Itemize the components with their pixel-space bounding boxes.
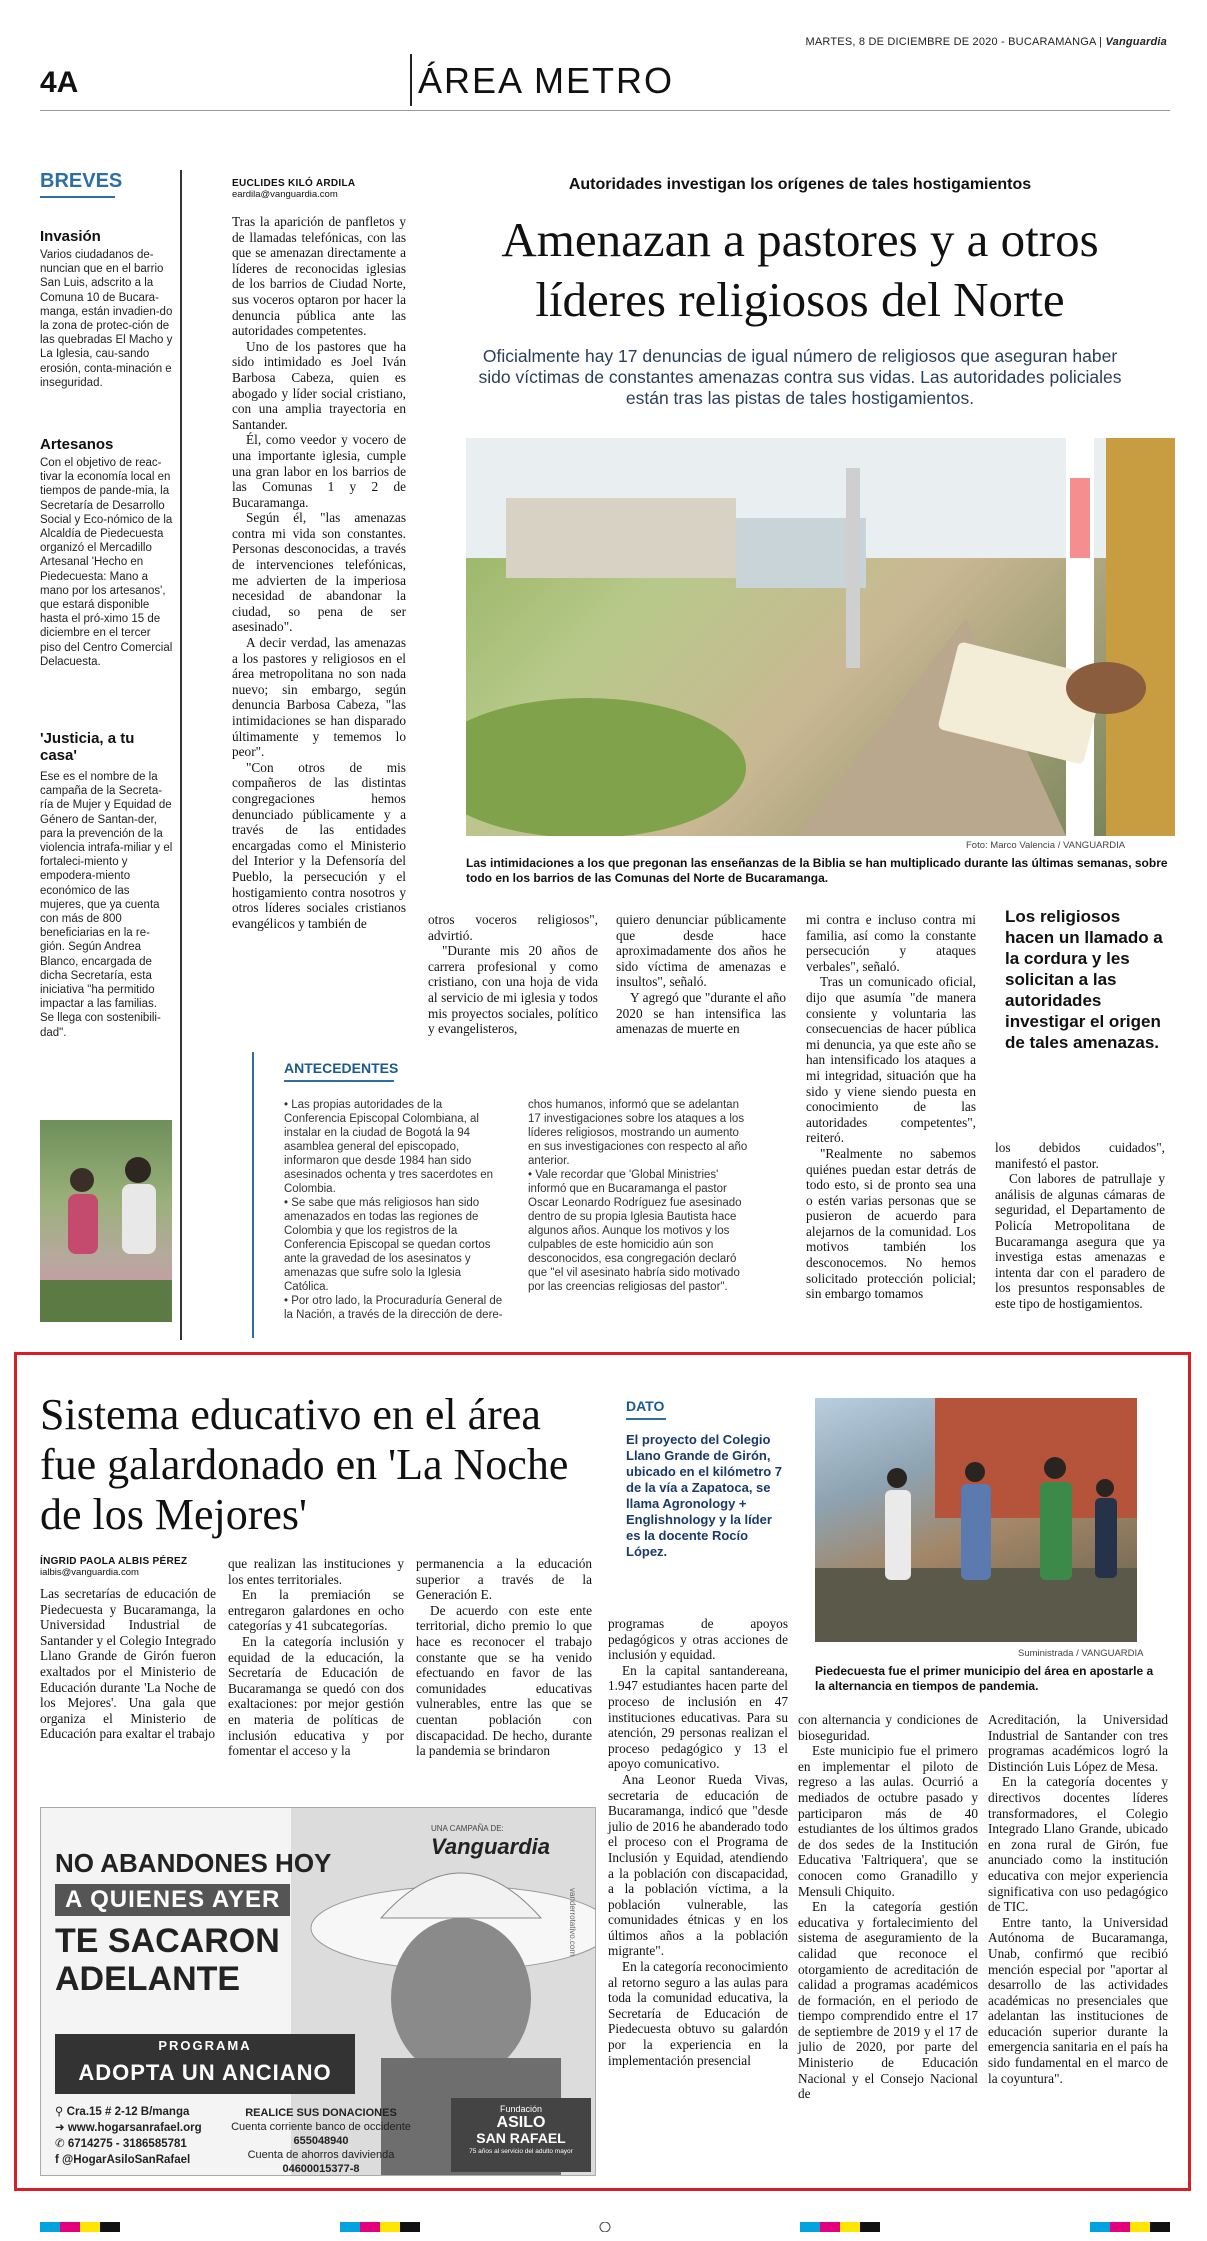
breve-text: Varios ciudadanos de-nuncian que en el barrio San Luis, adscrito a la Comuna 10 de Bucara-manga, están invadien-do la zona de protec-ción de las quebradas El Macho y La Iglesia, cau-sando erosión, conta-minación e inseguridad. [40, 249, 173, 389]
ad-contacts [55, 2104, 202, 2168]
header-rule [40, 110, 1170, 111]
brand-logo: Vanguardia [1105, 36, 1167, 48]
article-column: que realizan las instituciones y los entes territoriales. En la premiación se entregaron galardones en ocho categorías y 41 subcategorías. En la categoría inclusión y equidad de la educación, la Secretaría de Educación de Bucaramanga se quedó con dos exaltaciones: por mejor gestión en materia de políticas de inclusión educativa y por fomentar el acceso y la [228, 1556, 404, 1759]
photo-credit: Suministrada / VANGUARDIA [1018, 1648, 1144, 1659]
campaign-label: UNA CAMPAÑA DE: [431, 1824, 504, 1833]
program-name: ADOPTA UN ANCIANO [78, 2060, 332, 2085]
phone-icon: ✆ [55, 2138, 65, 2150]
article-column: quiero denunciar públicamente que desde hace aproximadamente dos años he sido víctima de amenazas e insultos", señaló. Y agregó que "durante el año 2020 se han intensifica las amenazas de muerte en [616, 912, 786, 1037]
antecedentes-list: • Las propias autoridades de la Conferencia Episcopal Colombiana, al instalar en la ciudad de Bogotá la 94 asamblea general del episcopado, informaron que desde 1984 han sido asesinados ochenta y tres sacerdotes en Colombia. • Se sabe que más religiosos han sido amenazados en todas las regiones de Colombia y que los registros de la Conferencia Episcopal se quedan cortos ante la gravedad de los asesinatos y amenazas que sufre solo la Iglesia Católica. • Por otro lado, la Procuraduría General de la Nación, a través de la dirección de dere- [284, 1099, 503, 1321]
article-column: Acreditación, la Universidad Industrial de Santander con tres programas académicos logró la Distinción Luis López de Mesa. En la categoría docentes y directivos docentes líderes transformadores, el Colegio Integrado Llano Grande, ubicado en zona rural de Girón, fue anunciado como la institución educativa con mejor experiencia significativa con uso pedagógico de TIC. Entre tanto, la Universidad Autónoma de Bucaramanga, Unab, confirmó que recibió mención especial por "aportar al desarrollo de las actividades académicas no presenciales que adelantan las instituciones de educación superior durante la emergencia sanitaria en el país ha sido fundamental en el marco de la coyuntura". [988, 1712, 1168, 2086]
ad-social[interactable]: @HogarAsiloSanRafael [62, 2154, 191, 2166]
web-icon: ➜ [55, 2122, 65, 2134]
kicker: Autoridades investigan los orígenes de tales hostigamientos [568, 176, 1032, 193]
ad-web[interactable]: www.hogarsanrafael.org [67, 2122, 202, 2134]
article-column: con alternancia y condiciones de bioseguridad. Este municipio fue el primero en implementar el piloto de regreso a las aulas. Ocurrió a mediados de octubre pasado y participaron más de 40 estudiantes de los últimos grados de dos sedes de la Institución Educativa 'Faltriquera', que se conocen como Granadillo y Mensuli Chiquito. En la categoría gestión educativa y fortalecimiento del sistema de aseguramiento de la calidad que reconoce el otorgamiento de acreditación de calidad a programas académicos de formación, en el periodo de tiempo comprendido entre el 17 de septiembre de 2019 y el 17 de julio de 2020, por parte del Ministerio de Educación Nacional y el Consejo Nacional de [798, 1712, 978, 2102]
breve-heading: Invasión [40, 228, 101, 245]
article-column: Tras la aparición de panfletos y de llamadas telefónicas, con las que se amenazan directamente a líderes de reconocidas iglesias de los barrios de Ciudad Norte, sus voceros optaron por hacer la denuncia pública ante las autoridades competentes. Uno de los pastores que ha sido intimidado es Joel Iván Barbosa Cabeza, quien es abogado y líder social cristiano, con una amplia trayectoria en Santander. Él, como veedor y vocero de una importante iglesia, cumple una gran labor en los barrios de las Comunas 1 y 2 de Bucaramanga. Según él, "las amenazas contra mi vida son constantes. Personas desconocidas, a través de intervenciones telefónicas, me advierten de la imperiosa necesidad de abandonar la ciudad, so pena de ser asesinado". A decir verdad, las amenazas a los pastores y religiosos en el área metropolitana no son nada nuevo; sin embargo, según denuncia Barbosa Cabeza, "las intimidaciones se han disparado últimamente y tememos lo peor". "Con otros de mis compañeros de las distintas congregaciones hemos denunciado públicamente y a través de las entidades encargadas como el Ministerio del Interior y la Defensoría del Pueblo, la persecución y el hostigamiento contra nosotros y otros líderes sociales cristianos evangélicos y también de [232, 214, 406, 931]
section-title: ÁREA METRO [418, 60, 675, 101]
article-column: permanencia a la educación superior a través de la Generación E. De acuerdo con este ente territorial, dicho premio lo que hace es reconocer el trabajo constante que se ha venido efectuando en favor de las comunidades educativas vulnerables, entre las que se cuentan población con discapacidad. De hecho, durante la pandemia se brindaron [416, 1556, 592, 1759]
facebook-icon: f [55, 2154, 59, 2166]
header-dateline: MARTES, 8 DE DICIEMBRE DE 2020 - BUCARAMANGA | Vanguardia [805, 36, 1167, 48]
article-column: programas de apoyos pedagógicos y otras acciones de inclusión y equidad. En la capital santandereana, 1.947 estudiantes hacen parte del proceso de inclusión en 47 instituciones educativas. Para su atención, 29 personas realizan el proceso pedagógico y 13 el apoyo comunicativo. Ana Leonor Rueda Vivas, secretaria de educación de Bucaramanga, indicó que "desde julio de 2016 he abanderado todo el proceso con el Programa de Inclusión y Equidad, atendiendo a la población con discapacidad, a la población víctima, a la población vulnerable, las comunidades étnicas y en los últimos años a la población migrante". En la categoría reconocimiento al retorno seguro a las aulas para toda la comunidad educativa, la Secretaría de Educación de Piedecuesta obtuvo su galardón por la experiencia en la implementación presencial [608, 1616, 788, 2068]
advertisement[interactable] [40, 1807, 596, 2176]
headline: Sistema educativo en el área fue galardonado en 'La Noche de los Mejores' [40, 1390, 569, 1539]
antecedentes-rule [284, 1080, 394, 1082]
headline: Amenazan a pastores y a otros líderes religiosos del Norte [501, 212, 1099, 327]
deck: Oficialmente hay 17 denuncias de igual número de religiosos que aseguran haber sido víctimas de constantes amenazas contra sus vidas. Las autoridades policiales están tras las pistas de tales hostigamientos. [478, 346, 1122, 408]
breves-photo [40, 1120, 172, 1322]
antecedentes-list: chos humanos, informó que se adelantan 17 investigaciones sobre los ataques a los líderes religiosos, mostrando un aumento en sus investigaciones con respecto al año anterior. • Vale recordar que 'Global Ministries' informó que en Bucaramanga el pastor Oscar Leonardo Rodríguez fue asesinado dentro de su propia Iglesia Bautista hace algunos años. Aunque los motivos y los culpables de este homicidio aún son desconocidos, esa congregación declaró que "el vil asesinato habría sido motivado por las creencias religiosas del pastor". [528, 1099, 748, 1293]
breves-rule [40, 196, 115, 198]
ad-phone: 6714275 - 3186585781 [67, 2138, 187, 2150]
page-number: 4A [40, 66, 79, 99]
breve-text: Con el objetivo de reac-tivar la economía local en tiempos de pande-mia, la Secretaría de Desarrollo Social y Eco-nómico de la Alcaldía de Piedecuesta organizó el Mercadillo Artesanal 'Hecho en Piedecuesta: Mano a mano por los artesanos', que estará disponible hasta el pró-ximo 15 de diciembre en el tercer piso del Centro Comercial Delacuesta. [40, 457, 173, 668]
article-column: otros voceros religiosos", advirtió. "Durante mis 20 años de carrera profesional y como cristiano, con una hoja de vida al servicio de mi iglesia y todos mis proyectos sociales, político y evangelisteros, [428, 912, 598, 1037]
dato-rule [626, 1418, 666, 1420]
main-photo [466, 438, 1175, 836]
ad-address: Cra.15 # 2-12 B/manga [66, 2106, 190, 2118]
breves-column-border [180, 170, 182, 1340]
program-small: PROGRAMA [158, 2038, 252, 2053]
dato-title: DATO [626, 1398, 665, 1414]
ad-side-credit: vanderrotativo.com [568, 1888, 577, 1957]
donation-info: REALICE SUS DONACIONES Cuenta corriente banco de occidente 655048940 Cuenta de ahorros davivienda 04600015377-8 [231, 2107, 411, 2175]
campaign-brand: Vanguardia [431, 1834, 550, 1859]
ad-line: ADELANTE [55, 1960, 241, 1998]
breve-heading: Artesanos [40, 436, 114, 453]
school-photo [815, 1398, 1137, 1642]
photo-credit: Foto: Marco Valencia / VANGUARDIA [966, 840, 1126, 851]
pull-quote: Los religiosos hacen un llamado a la cordura y les solicitan a las autoridades investigar el origen de tales amenazas. [1005, 907, 1163, 1052]
article-column: Las secretarías de educación de Piedecuesta y Bucaramanga, la Universidad Industrial de Santander y el Colegio Integrado Llano Grande de Girón fueron exaltados por el Ministerio de Educación durante 'La Noche de los Mejores'. Una gala que organiza el Ministerio de Educación para exaltar el trabajo [40, 1586, 216, 1742]
antecedentes-title: ANTECEDENTES [284, 1060, 399, 1076]
foundation-logo: Fundación ASILO SAN RAFAEL 75 años al servicio del adulto mayor [451, 2098, 591, 2172]
print-color-bar [40, 2219, 1170, 2229]
ad-line: TE SACARON [55, 1922, 280, 1960]
byline: ÍNGRID PAOLA ALBIS PÉREZ ialbis@vanguardia.com [40, 1556, 188, 1578]
dato-text: El proyecto del Colegio Llano Grande de Girón, ubicado en el kilómetro 7 de la vía a Zapatoca, se llama Agronology + Englishnology y la líder es la docente Rocío López. [626, 1432, 783, 1559]
color-registration-icon [40, 2222, 1170, 2232]
people-photo-icon [40, 1120, 172, 1322]
article-column: mi contra e incluso contra mi familia, así como la constante persecución y ataques verbales", señaló. Tras un comunicado oficial, dijo que asumía "de manera consiente y voluntaria las consecuencias de hacer pública mi denuncia, ya que este año se han intensificado los ataques a mi integridad, situación que ha sido y viene siendo puesta en conocimiento de las autoridades competentes", reiteró. "Realmente no sabemos quiénes puedan estar detrás de todo esto, si de pronto sea una o estén varias personas que se pusieron de acuerdo para alejarnos de la comunidad. Los motivos también los desconocemos. No hemos solicitado protección policial; sin embargo tomamos [806, 912, 976, 1302]
students-photo-icon [815, 1398, 1137, 1642]
byline: EUCLIDES KILÓ ARDILA eardila@vanguardia.com [232, 178, 356, 200]
ad-line: A QUIENES AYER [55, 1884, 290, 1916]
antecedentes-border [252, 1052, 254, 1338]
photo-caption: Piedecuesta fue el primer municipio del área en apostarle a la alternancia en tiempos de pandemia. [815, 1664, 1154, 1693]
photo-caption: Las intimidaciones a los que pregonan las enseñanzas de la Biblia se han multiplicado durante las últimas semanas, sobre todo en los barrios de las Comunas del Norte de Bucaramanga. [466, 856, 1168, 885]
ad-line: NO ABANDONES HOY [55, 1848, 332, 1878]
article-column: los debidos cuidados", manifestó el pastor. Con labores de patrullaje y análisis de algunas cámaras de seguridad, el Departamento de Policía Metropolitana de Bucaramanga asegura que ya investiga estas amenazas e intenta dar con el paradero de los presuntos responsables de este tipo de hostigamientos. [995, 1140, 1165, 1311]
section-divider [410, 54, 412, 106]
breves-title: BREVES [40, 170, 123, 192]
location-icon: ⚲ [55, 2106, 64, 2118]
breve-heading: 'Justicia, a tu casa' [40, 730, 135, 764]
breve-text: Ese es el nombre de la campaña de la Secreta-ría de Mujer y Equidad de Género de Santan-der, para la prevención de la violencia intrafa-miliar y el fortaleci-miento y empodera-miento económico de las mujeres, que ya cuenta con más de 800 beneficiarias en la re-gión. Según Andrea Blanco, encargada de dicha Secretaría, esta iniciativa "ha permitido impactar a las familias. Se llega con sostenibili-dad". [40, 771, 173, 1039]
bible-reading-photo-icon [466, 438, 1175, 836]
